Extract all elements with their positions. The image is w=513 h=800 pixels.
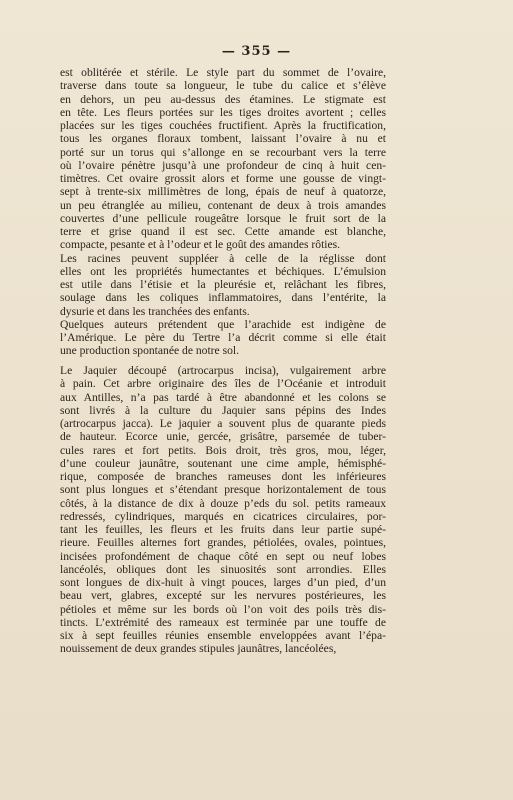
- page-number: — 355 —: [221, 44, 292, 59]
- text-line: sont plus longues et s’étendant presque horizontalement de tous: [60, 483, 386, 497]
- text-line: Le Jaquier découpé (artrocarpus incisa), vulgairement arbre: [60, 364, 386, 377]
- text-line: terre et grise quand il est sec. Cette amande est blanche,: [60, 225, 386, 238]
- text-line: elles ont les propriétés humectantes et béchiques. L’émulsion: [60, 264, 386, 278]
- text-line: six à sept feuilles réunies ensemble enveloppées avant l’épa-: [60, 629, 386, 642]
- text-line: d’une couleur jaunâtre, soutenant une cime ample, hémisphé-: [60, 456, 386, 470]
- text-block-top: [60, 66, 386, 358]
- text-line: redressés, cylindriques, marqués en cicatrices circulaires, por-: [60, 509, 386, 523]
- paragraph-jaquier: [60, 364, 386, 656]
- text-line: est utile dans l’étisie et la pleurésie et, relâchant les fibres,: [60, 278, 386, 291]
- text-line: côtés, à la distance de dix à douze p’eds du sol. petits rameaux: [60, 496, 386, 510]
- text-line: porté sur un torus qui s’allonge en se recourbant vers la terre: [60, 145, 386, 159]
- text-line: (artrocarpus jacca). Le jaquier a souvent plus de quarante pieds: [60, 417, 386, 430]
- text-line: tous les organes floraux tombent, laissant l’ovaire à nu et: [60, 132, 386, 146]
- text-line: cules rares et fort petits. Bois droit, très gros, mou, léger,: [60, 443, 386, 457]
- text-line: un peu étranglée au milieu, contenant de deux à trois amandes: [60, 198, 386, 212]
- text-line: traverse dans toute sa longueur, le tube du calice et s’élève: [60, 79, 386, 93]
- text-line: placées sur les tiges couchées fructifient. Après la fructification,: [60, 119, 386, 132]
- text-line: timètres. Cet ovaire grossit alors et forme une gousse de vingt-: [60, 172, 386, 185]
- text-line: sont longues de dix-huit à vingt pouces, larges d’un pied, d’un: [60, 576, 386, 589]
- text-line: est oblitérée et stérile. Le style part du sommet de l’ovaire,: [60, 66, 386, 79]
- text-line: nouissement de deux grandes stipules jaunâtres, lancéolées,: [60, 642, 337, 656]
- text-line: rique, composée de branches rameuses dont les inférieures: [60, 470, 386, 483]
- text-line: de hauteur. Ecorce unie, gercée, grisâtre, parsemée de tuber-: [60, 430, 386, 444]
- text-line: compacte, pesante et à l’odeur et le goût des amandes rôties.: [60, 238, 341, 252]
- text-line: où l’ovaire pénètre jusqu’à une profondeur de cinq à huit cen-: [60, 158, 386, 172]
- text-line: à pain. Cet arbre originaire des îles de l’Océanie et introduit: [60, 377, 386, 391]
- text-line: incisées profondément de chaque côté en sept ou neuf lobes: [60, 549, 386, 563]
- text-line: tincts. L’extrémité des rameaux est terminée par une touffe de: [60, 615, 386, 629]
- text-line: l’Amérique. Le père du Tertre l’a décrit comme si elle était: [60, 331, 386, 344]
- text-line: couvertes d’une pellicule rougeâtre lorsque le fruit sort de la: [60, 211, 386, 225]
- text-line: Quelques auteurs prétendent que l’arachide est indigène de: [60, 317, 386, 331]
- text-line: sept à trente-six millimètres de long, épais de neuf à quatorze,: [60, 185, 386, 199]
- text-line: dysurie et dans les tranchées des enfants.: [60, 304, 250, 318]
- text-line: aux Antilles, n’a pas tardé à être abandonné et les colons se: [60, 390, 386, 404]
- text-line: tant les feuilles, les fleurs et les fruits dans leur partie supé-: [60, 523, 386, 536]
- text-line: beau vert, glabres, excepté sur les nervures postérieures, les: [60, 589, 386, 603]
- text-line: sont livrés à la culture du Jaquier sans pépins des Indes: [60, 403, 386, 417]
- text-line: en dehors, un peu au-dessus des étamines. Le stigmate est: [60, 92, 386, 106]
- text-line: rieure. Feuilles alternes fort grandes, pétiolées, ovales, pointues,: [60, 536, 386, 550]
- text-line: Les racines peuvent suppléer à celle de la réglisse dont: [60, 251, 386, 265]
- text-line: une production spontanée de notre sol.: [60, 344, 240, 358]
- text-line: soulage dans les coliques inflammatoires, dans l’entérite, la: [60, 291, 386, 305]
- paragraph-ovaire: [60, 66, 386, 252]
- text-line: pétioles et même sur les bords où l’on voit des poils très dis-: [60, 602, 386, 616]
- text-line: lancéolés, obliques dont les sinuosités sont arrondies. Elles: [60, 562, 386, 576]
- text-block-jaquier: [60, 364, 386, 656]
- paragraph-auteurs: [60, 318, 386, 358]
- paragraph-racines: [60, 252, 386, 318]
- text-line: en tête. Les fleurs portées sur les tiges droites avortent ; celles: [60, 105, 386, 119]
